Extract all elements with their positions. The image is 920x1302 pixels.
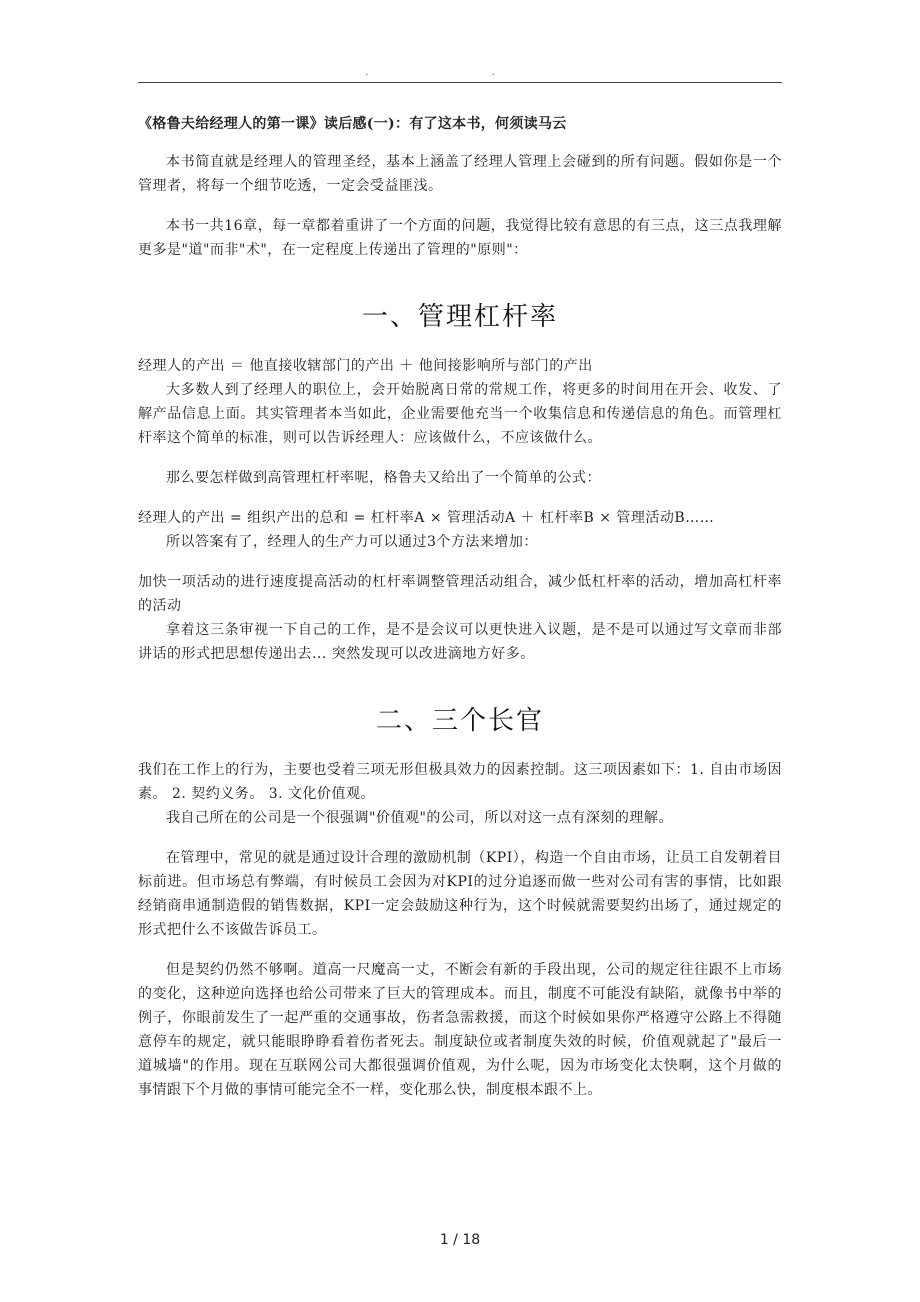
page-number: 1 / 18 — [439, 1232, 481, 1248]
section-heading-1: 一、管理杠杆率 — [361, 302, 558, 332]
section1-paragraph-6: 加快一项活动的进行速度提高活动的杠杆率调整管理活动组合，减少低杠杆率的活动，增加高杠杆率的活动 — [138, 574, 782, 614]
document-body — [138, 112, 782, 1102]
document-title: 《格鲁夫给经理人的第一课》读后感(一)：有了这本书，何须读马云 — [138, 116, 567, 132]
header-dots: . . — [365, 67, 555, 78]
intro-paragraph-2: 本书一共16章，每一章都着重讲了一个方面的问题，我觉得比较有意思的有三点，这三点我理解更多是"道"而非"术"，在一定程度上传递出了管理的"原则"： — [138, 218, 782, 258]
section1-formula-2: 经理人的产出 = 组织产出的总和 = 杠杆率A × 管理活动A ＋ 杠杆率B × 管理活动B…… — [138, 510, 715, 526]
section1-paragraph-7: 拿着这三条审视一下自己的工作，是不是会议可以更快进入议题，是不是可以通过写文章而非部讲话的形式把思想传递出去... 突然发现可以改进滴地方好多。 — [138, 622, 782, 662]
section-heading-2: 二、三个长官 — [375, 706, 544, 736]
section2-paragraph-1: 我们在工作上的行为，主要也受着三项无形但极具效力的因素控制。这三项因素如下：1. 自由市场因素。 2. 契约义务。 3. 文化价值观。 — [138, 762, 782, 802]
section1-paragraph-5: 所以答案有了，经理人的生产力可以通过3个方法来增加： — [166, 534, 538, 550]
section1-paragraph-2: 大多数人到了经理人的职位上，会开始脱离日常的常规工作，将更多的时间用在开会、收发、了解产品信息上面。其实管理者本当如此，企业需要他充当一个收集信息和传递信息的角色。而管理杠杆率这个简单的标准，则可以告诉经理人：应该做什么，不应该做什么。 — [138, 382, 782, 446]
header-rule — [138, 82, 782, 83]
section1-paragraph-3: 那么要怎样做到高管理杠杆率呢，格鲁夫又给出了一个简单的公式： — [166, 470, 601, 486]
section1-formula-1: 经理人的产出 ＝ 他直接收辖部门的产出 ＋ 他间接影响所与部门的产出 — [138, 358, 593, 374]
intro-paragraph-1: 本书简直就是经理人的管理圣经，基本上涵盖了经理人管理上会碰到的所有问题。假如你是一个管理者，将每一个细节吃透，一定会受益匪浅。 — [138, 154, 782, 194]
section2-paragraph-3: 在管理中，常见的就是通过设计合理的激励机制（KPI），构造一个自由市场，让员工自发朝着目标前进。但市场总有弊端，有时候员工会因为对KPI的过分追逐而做一些对公司有害的事情，比如跟经销商串通制造假的销售数据，KPI一定会鼓励这种行为，这个时候就需要契约出场了，通过规定的形式把什么不该做告诉员工。 — [138, 850, 782, 938]
section2-paragraph-4: 但是契约仍然不够啊。道高一尺魔高一丈，不断会有新的手段出现，公司的规定往往跟不上市场的变化，这种逆向选择也给公司带来了巨大的管理成本。而且，制度不可能没有缺陷，就像书中举的例子，你眼前发生了一起严重的交通事故，伤者急需救援，而这个时候如果你严格遵守公路上不得随意停车的规定，就只能眼睁睁看着伤者死去。制度缺位或者制度失效的时候，价值观就起了"最后一道城墙"的作用。现在互联网公司大都很强调价值观，为什么呢，因为市场变化太快啊，这个月做的事情跟下个月做的事情可能完全不一样，变化那么快，制度根本跟不上。 — [138, 962, 782, 1098]
section2-paragraph-2: 我自己所在的公司是一个很强调"价值观"的公司，所以对这一点有深刻的理解。 — [166, 810, 673, 826]
